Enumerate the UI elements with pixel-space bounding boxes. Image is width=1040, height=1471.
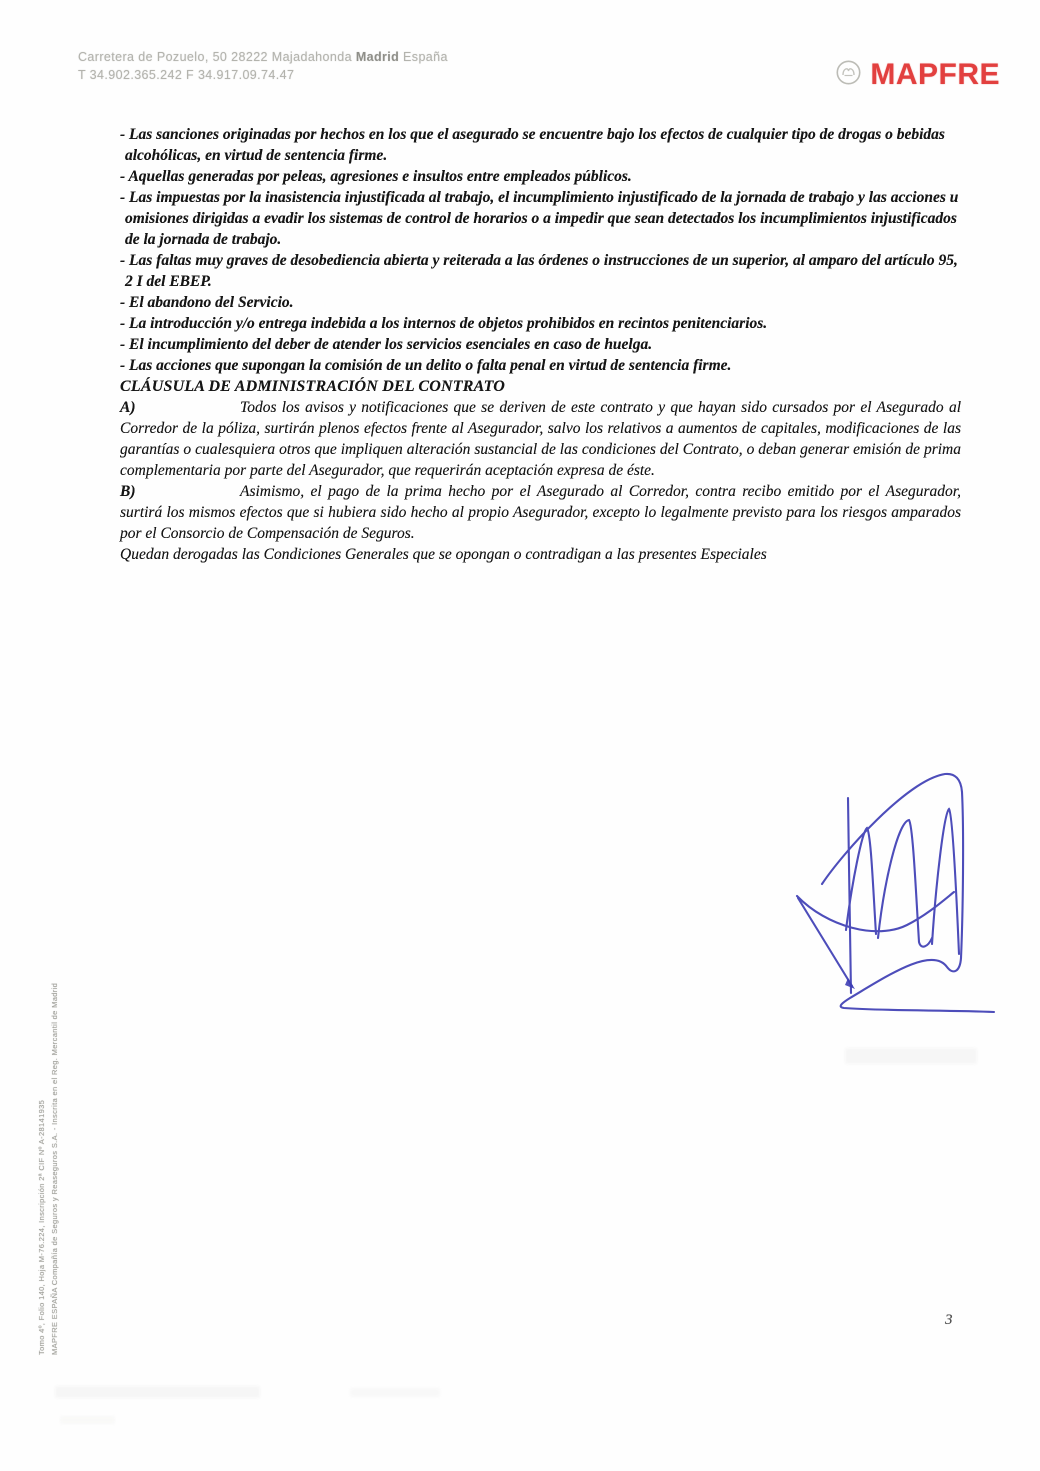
page-number: 3 <box>945 1312 953 1328</box>
mapfre-emblem-icon <box>835 59 862 91</box>
scan-artifact <box>55 1386 260 1398</box>
clause-paragraph-b <box>120 481 961 544</box>
scan-artifact <box>350 1388 440 1397</box>
exclusion-item: - Las faltas muy graves de desobediencia abierta y reiterada a las órdenes o instrucciones de un superior, al amparo del artículo 95, 2 I del EBEP. <box>120 252 958 290</box>
paragraph-a-text: Todos los avisos y notificaciones que se deriven de este contrato y que hayan sido cursados por el Asegurado al Corredor de la póliza, surtirán plenos efectos frente al Asegurador, salvo los relativos a aumentos de capitales, modificaciones de las garantías o cualesquiera otros que impliquen alteración sustancial de las condiciones del Contrato, o deban generar emisión de prima complementaria por parte del Asegurador, que requerirán aceptación expresa de éste. <box>120 399 961 479</box>
exclusion-item: - Las acciones que supongan la comisión de un delito o falta penal en virtud de sentencia firme. <box>120 357 732 374</box>
paragraph-b-text: Asimismo, el pago de la prima hecho por el Asegurado al Corredor, contra recibo emitido por el Asegurador, surtirá los mismos efectos que si hubiera sido hecho al propio Asegurador, excepto lo legalmente previsto para los riesgos amparados por el Consorcio de Compensación de Seguros. <box>120 483 961 542</box>
paragraph-a-label: A) <box>120 399 136 416</box>
address-city: Madrid <box>355 50 400 64</box>
mapfre-wordmark: MAPFRE <box>870 58 1000 91</box>
document-body <box>120 124 961 565</box>
mapfre-logo <box>835 58 1000 92</box>
clause-paragraph-a <box>120 397 961 481</box>
address-country: España <box>399 50 448 64</box>
scan-artifact <box>845 1048 977 1064</box>
exclusion-item: - Las impuestas por la inasistencia injustificada al trabajo, el incumplimiento injustificado de la jornada de trabajo y las acciones u omisiones dirigidas a evadir los sistemas de control de horarios o a impedir que sean detectados los incumplimientos injustificados de la jornada de trabajo. <box>120 189 959 248</box>
closing-line: Quedan derogadas las Condiciones Generales que se opongan o contradigan a las presentes Especiales <box>120 546 767 563</box>
handwritten-signature <box>782 762 1012 1029</box>
paragraph-b-label: B) <box>120 483 136 500</box>
exclusion-item: - La introducción y/o entrega indebida a los internos de objetos prohibidos en recintos penitenciarios. <box>120 315 768 332</box>
address-line <box>78 48 448 66</box>
letterhead-address <box>78 48 448 84</box>
sidebar-legal-text: Tomo 4º, Folio 140, Hoja M-76.224, Inscripción 2ª CIF Nº A-28141935 <box>37 1099 46 1355</box>
clause-title: CLÁUSULA DE ADMINISTRACIÓN DEL CONTRATO <box>120 378 506 395</box>
sidebar-legal-text: MAPFRE ESPAÑA Compañía de Seguros y Reaseguros S.A. - Inscrita en el Reg. Mercantil de Madrid <box>50 982 59 1355</box>
exclusion-item: - El abandono del Servicio. <box>120 294 294 311</box>
address-text: Carretera de Pozuelo, 50 28222 Majadahonda <box>78 50 356 64</box>
phone-line: T 34.902.365.242 F 34.917.09.74.47 <box>78 68 295 82</box>
exclusion-item: - Las sanciones originadas por hechos en los que el asegurado se encuentre bajo los efectos de cualquier tipo de drogas o bebidas alcohólicas, en virtud de sentencia firme. <box>120 126 945 164</box>
scan-artifact <box>60 1416 115 1424</box>
exclusion-item: - Aquellas generadas por peleas, agresiones e insultos entre empleados públicos. <box>120 168 632 185</box>
exclusion-item: - El incumplimiento del deber de atender los servicios esenciales en caso de huelga. <box>120 336 653 353</box>
